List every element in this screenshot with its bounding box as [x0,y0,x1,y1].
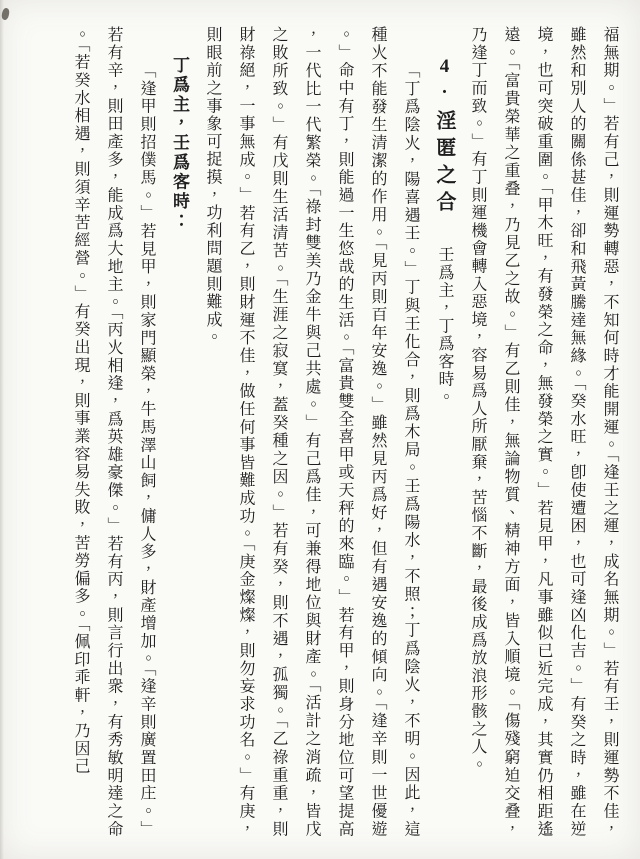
section-heading [427,26,461,838]
section-subtitle: 壬爲主，丁爲客時。 [436,246,453,407]
section-number: 4. [434,56,455,98]
subsection-heading: 丁爲主，壬爲客時： [170,56,189,231]
paragraph-continuation: 福無期。」若有己，則運勢轉惡，不知何時才能開運。「逢壬之運，成名無期。」若有壬，則運勢不佳，雖然和別人的關係甚佳，卻和飛黃騰達無緣。「癸水旺，卽使遭困，也可逢凶化吉。」有癸之時，雖在逆境，也可突破重圍。「甲木旺，有發榮之命，無發榮之實。」若見甲，凡事雖似已近完成，其實仍相距遙遠。「富貴榮華之重叠，乃見乙之故。」有乙則佳，無論物質、精神方面，皆入順境。「傷殘窮迫交叠，乃逢丁而致。」有丁則運機會轉入惡境，容易爲人所厭棄，苦惱不斷，最後成爲放浪形骸之人。 [469,26,618,838]
section-title: 淫匿之合 [433,110,455,218]
scan-edge-shadow [0,0,4,859]
paragraph-section-body: 「丁爲陰火，陽喜遇壬。」丁與壬化合，則爲木局。壬爲陽水，不照；丁爲陰火，不明。因此，這種火不能發生清潔的作用。「見丙則百年安逸。」雖然見丙爲好，但有遇安逸的傾向。「逢辛則一世優遊。」命中有丁，則能過一生悠哉的生活。「富貴雙全喜甲或天秤的來臨。」若有甲，則身分地位可望提高，一代比一代繁榮。「祿封雙美乃金牛與己共處。」有己爲佳，可兼得地位與財產。「活計之消疏，皆戊之敗所致。」有戊則生活清苦。「生涯之寂寞，蓋癸種之因。」若有癸，則不遇，孤獨。「乙祿重重，則財祿絕，一事無成。」若有乙，則財運不佳，做任何事皆難成功。「庚金燦燦，則勿妄求功名。」有庚，則眼前之事象可捉摸，功利問題則難成。 [204,26,419,838]
paragraph-subsection-body: 「逢甲則招僕馬。」若見甲，則家門顯榮，牛馬澤山飼，傭人多，財產增加。「逢辛則廣置田庄。」若有辛，則田產多，能成爲大地主。「丙火相逢，爲英雄豪傑。」若有丙，則言行出衆，有秀敏明達之命。「若癸水相遇，則須辛苦經營。」有癸出現，則事業容易失敗，苦勞偏多。「佩印乖軒，乃因己 [72,26,155,838]
